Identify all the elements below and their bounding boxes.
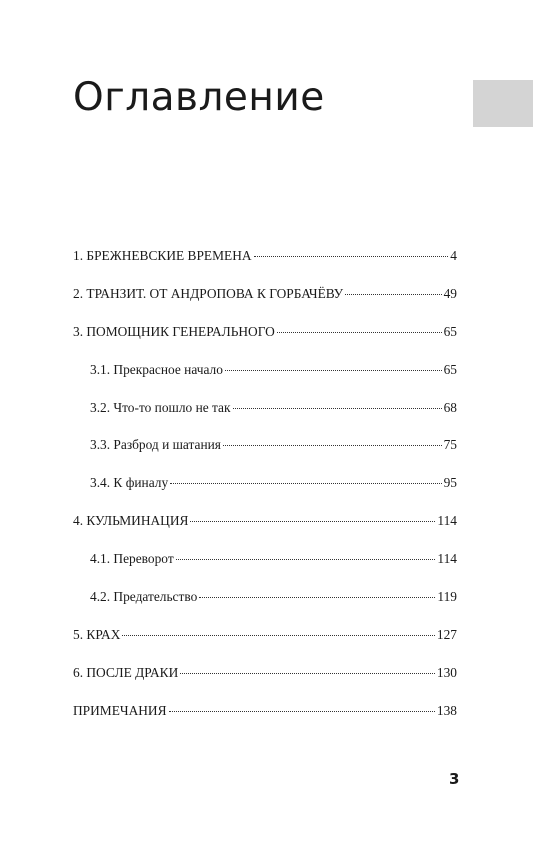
- toc-entry-page: 114: [437, 513, 457, 529]
- toc-entry-page: 130: [436, 664, 457, 680]
- toc-entry-page: 114: [437, 551, 457, 567]
- toc-entry-page: 4: [450, 248, 457, 263]
- toc-entry-label: 4.2. Предательство: [90, 589, 198, 605]
- toc-entry-label: 3.2. Что-то пошло не так: [90, 399, 231, 415]
- page-title: Оглавление: [73, 75, 325, 120]
- toc-entry-3-3[interactable]: [73, 435, 457, 473]
- toc-entry-4-2[interactable]: [73, 587, 457, 625]
- toc-dot-leader: [254, 256, 449, 257]
- toc-dot-leader: [180, 673, 435, 674]
- toc-entry-3[interactable]: [73, 322, 457, 360]
- toc-entry-3-1[interactable]: [73, 360, 457, 398]
- toc-entry-label: 4. КУЛЬМИНАЦИЯ: [73, 513, 189, 529]
- toc-entry-page: 138: [436, 702, 457, 718]
- toc-entry-page: 75: [443, 437, 457, 453]
- toc-entry-1[interactable]: [73, 246, 457, 284]
- toc-entry-page: 68: [443, 399, 457, 415]
- toc-entry-label: ПРИМЕЧАНИЯ: [73, 702, 167, 718]
- toc-entry-page: 49: [443, 285, 457, 301]
- toc-entry-page: 119: [437, 589, 457, 605]
- toc-dot-leader: [277, 332, 442, 333]
- page-number: 3: [449, 770, 460, 788]
- toc-entry-label: 3.1. Прекрасное начало: [90, 361, 223, 377]
- toc-entry-page: 127: [436, 626, 457, 642]
- toc-entry-notes[interactable]: [73, 701, 457, 739]
- toc-entry-4[interactable]: [73, 511, 457, 549]
- toc-entry-label: 2. ТРАНЗИТ. ОТ АНДРОПОВА К ГОРБАЧЁВУ: [73, 285, 344, 301]
- toc-entry-label: 5. КРАХ: [73, 626, 121, 642]
- toc-entry-6[interactable]: [73, 663, 457, 701]
- toc-entry-4-1[interactable]: [73, 549, 457, 587]
- toc-entry-label: 3. ПОМОЩНИК ГЕНЕРАЛЬНОГО: [73, 323, 275, 339]
- chapter-thumb-tab: [473, 80, 533, 127]
- toc-dot-leader: [122, 635, 435, 636]
- toc-dot-leader: [176, 559, 436, 560]
- toc-entry-5[interactable]: [73, 625, 457, 663]
- toc-entry-label: 3.3. Разброд и шатания: [90, 437, 221, 453]
- toc-entry-label: 4.1. Переворот: [90, 551, 174, 567]
- toc-entry-label: 3.4. К финалу: [90, 475, 169, 491]
- toc-dot-leader: [190, 521, 435, 522]
- toc-entry-2[interactable]: [73, 284, 457, 322]
- toc-entry-page: 65: [443, 323, 457, 339]
- toc-entry-label: 1. БРЕЖНЕВСКИЕ ВРЕМЕНА: [73, 248, 252, 263]
- toc-dot-leader: [233, 408, 442, 409]
- toc-dot-leader: [199, 597, 435, 598]
- toc-entry-page: 95: [443, 475, 457, 491]
- toc-entry-3-4[interactable]: [73, 473, 457, 511]
- toc-dot-leader: [345, 294, 441, 295]
- toc-entry-label: 6. ПОСЛЕ ДРАКИ: [73, 664, 179, 680]
- toc-dot-leader: [170, 483, 441, 484]
- toc-dot-leader: [169, 711, 435, 712]
- toc-entry-page: 65: [443, 361, 457, 377]
- toc-dot-leader: [225, 370, 442, 371]
- toc-dot-leader: [223, 445, 442, 446]
- toc-entry-3-2[interactable]: [73, 398, 457, 436]
- table-of-contents: [73, 246, 457, 739]
